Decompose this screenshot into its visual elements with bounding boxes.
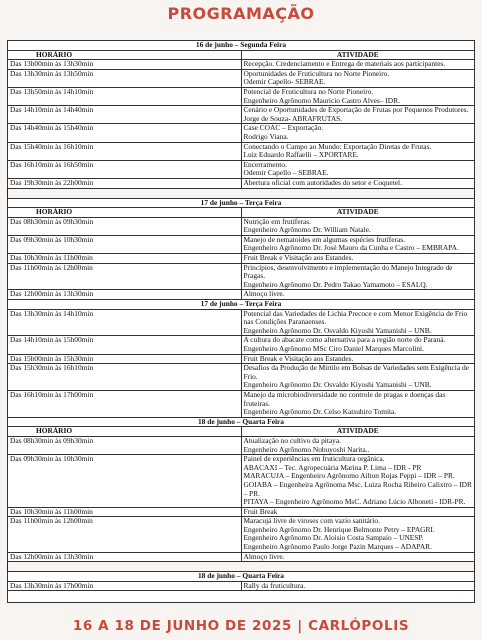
section-gap (8, 188, 475, 198)
day-heading: 16 de junho – Segunda Feira (8, 41, 475, 51)
schedule-sheet (7, 40, 475, 603)
time-column-header: HORÁRIO (8, 427, 242, 437)
time-slot: Das 09h30min às 10h30min (8, 235, 242, 253)
day-heading: 18 de junho – Quarta Feira (8, 572, 475, 582)
activity-line: Recepção. Credenciamento e Entrega de materiais aos participantes. (243, 59, 446, 69)
activity-cell (241, 178, 475, 188)
activity-cell (241, 106, 475, 124)
activity-cell (241, 336, 475, 354)
activity-line: Odemir Capello – SEBRAE. (243, 168, 329, 178)
schedule-row (8, 455, 475, 508)
time-slot: Das 12h00min às 13h30min (8, 290, 242, 300)
time-slot: Das 15h40min às 16h10min (8, 142, 242, 160)
activity-cell (241, 455, 475, 508)
time-slot: Das 15h30min às 16h10min (8, 364, 242, 391)
activity-line: Engenheiro Agrônomo Dr. Pedro Takao Yamamoto – ESALQ. (243, 279, 428, 289)
activity-line: Jorge de Souza- ABRAFRUTAS. (243, 113, 343, 123)
activity-line: Fruit Break e Visitação aos Estandes. (243, 353, 354, 363)
activity-cell (241, 217, 475, 235)
time-slot: Das 10h30min às 11h00min (8, 254, 242, 264)
activity-cell (241, 364, 475, 391)
activity-line: PITAYA – Engenheiro Agrônomo MsC. Adriano Lúcio Alboneti - IDR-PR. (243, 497, 466, 507)
activity-line: Atualização no cultivo da pitaya. (243, 435, 341, 445)
activity-cell (241, 160, 475, 178)
time-slot: Das 16h10min às 16h50min (8, 160, 242, 178)
time-slot: Das 08h30min às 09h30min (8, 217, 242, 235)
schedule-row (8, 581, 475, 591)
day-heading-row (8, 300, 475, 310)
time-slot: Das 19h30min às 22h00min (8, 178, 242, 188)
time-slot: Das 13h00min às 13h30min (8, 60, 242, 70)
activity-line: Engenheiro Agrônomo Dr. Henrique Belmonte Petry – EPAGRI. (243, 524, 435, 534)
time-slot: Das 13h30min às 13h50min (8, 69, 242, 87)
activity-cell (241, 87, 475, 105)
activity-line: ABACAXI – Tec. Agropecuária Marina P. Lima – IDR - PR (243, 462, 422, 472)
activity-cell (241, 436, 475, 454)
time-slot: Das 14h10min às 14h40min (8, 106, 242, 124)
day-heading: 17 de junho – Terça Feira (8, 198, 475, 208)
schedule-row (8, 436, 475, 454)
activity-line: Engenheiro Agrônomo Mauricio Castro Alves– IDR. (243, 95, 400, 105)
schedule-row (8, 309, 475, 336)
activity-line: Engenheiro Agrônomo Dr. Osvaldo Kiyoshi Yamanishi – UNB. (243, 325, 432, 335)
schedule-row (8, 60, 475, 70)
time-slot: Das 13h30min às 17h00min (8, 581, 242, 591)
activity-column-header: ATIVIDADE (241, 208, 475, 218)
activity-column-header: ATIVIDADE (241, 427, 475, 437)
activity-cell (241, 263, 475, 290)
activity-column-header: ATIVIDADE (241, 50, 475, 60)
time-slot: Das 11h00min às 12h00min (8, 263, 242, 290)
activity-cell (241, 517, 475, 552)
activity-line: Odemir Capello- SEBRAE. (243, 77, 326, 87)
activity-cell (241, 235, 475, 253)
gap-cell (8, 188, 475, 198)
activity-line: Engenheiro Agrônomo Dr. Celso Katsuhiro Tomita. (243, 407, 397, 417)
day-heading: 17 de junho – Terça Feira (8, 300, 475, 310)
column-header-row (8, 208, 475, 218)
activity-line: A cultura do abacate como alternativa para a região norte do Paraná. (243, 335, 446, 345)
activity-cell (241, 69, 475, 87)
activity-line: Cenário e Oportunidades de Exportação de Frutas por Pequenos Produtores. (243, 105, 469, 115)
activity-line: Fruit Break (243, 506, 278, 516)
event-dates-footer: 16 A 18 DE JUNHO DE 2025 | CARLÓPOLIS (72, 618, 410, 634)
activity-line: Case COAC – Exportação. (243, 123, 324, 133)
activity-line: Engenheiro Agrônomo Paulo Jorge Pazin Marques – ADAPAR. (243, 542, 432, 552)
gap-cell (8, 562, 475, 572)
activity-line: Engenheiro Agrônomo Dr. Osvaldo Kiyoshi Yamanishi – UNB. (243, 380, 432, 390)
activity-line: Luiz Eduardo Raffaelli – XPORTARE. (243, 150, 359, 160)
section-gap (8, 562, 475, 572)
page-title: PROGRAMAÇÃO (167, 4, 315, 23)
activity-line: Abertura oficial com autoridades do setor e Coquetel. (243, 177, 402, 187)
time-slot: Das 14h40min às 15h40min (8, 124, 242, 142)
day-heading-row (8, 572, 475, 582)
schedule-row (8, 336, 475, 354)
activity-line: Conectando o Campo ao Mundo: Exportação Diretas de Frutas. (243, 141, 432, 151)
activity-line: Engenheiro Agrônomo Dr. William Natale. (243, 225, 371, 235)
activity-line: Encerramento. (243, 159, 287, 169)
time-slot: Das 10h30min às 11h00min (8, 507, 242, 517)
time-slot: Das 13h50min às 14h10min (8, 87, 242, 105)
schedule-row (8, 142, 475, 160)
activity-line: Manejo da microbiodiversidade no controle de pragas e doenças das fruteiras. (243, 389, 446, 408)
time-slot: Das 15h00min às 15h30min (8, 354, 242, 364)
schedule-row (8, 254, 475, 264)
schedule-row (8, 517, 475, 552)
schedule-row (8, 69, 475, 87)
activity-line: Engenheiro Agrônomo Nobuyoshi Narita.. (243, 444, 370, 454)
activity-cell (241, 390, 475, 417)
activity-line: Potencial das Variedades de Lichia Precoce e com Menor Exigência de Frio nas Condições Paranaenses. (243, 308, 468, 327)
day-heading-row (8, 198, 475, 208)
activity-line: Painel de experiências em fruticultura orgânica. (243, 454, 385, 464)
activity-cell (241, 124, 475, 142)
schedule-row (8, 106, 475, 124)
time-slot: Das 11h00min às 12h00min (8, 517, 242, 552)
activity-cell (241, 254, 475, 264)
activity-cell (241, 142, 475, 160)
schedule-row (8, 124, 475, 142)
time-slot: Das 09h30min às 10h30min (8, 455, 242, 508)
activity-line: Almoço livre. (243, 551, 285, 561)
activity-line: Engenheiro Agrônomo MSc Ciro Daniel Marques Marcolini. (243, 344, 424, 353)
schedule-row (8, 160, 475, 178)
activity-cell (241, 581, 475, 591)
activity-line: Oportunidades de Fruticultura no Norte Pioneiro. (243, 68, 390, 78)
schedule-row (8, 263, 475, 290)
time-slot: Das 14h10min às 15h00min (8, 336, 242, 354)
activity-line: Rodrigo Viana. (243, 131, 289, 141)
schedule-row (8, 364, 475, 391)
activity-line: Engenheiro Agrônomo Dr. Aloisio Costa Sampaio – UNESP. (243, 533, 424, 543)
activity-line: Desafios da Produção de Mirtilo em Bolsas de Variedades sem Exigência de Frio. (243, 363, 469, 381)
activity-line: Potencial de Fruticultura no Norte Pioneiro. (243, 86, 374, 96)
activity-line: Almoço livre. (243, 289, 285, 299)
activity-cell (241, 552, 475, 562)
activity-line: Rally da fruticultura. (243, 580, 306, 590)
day-heading-row (8, 417, 475, 427)
empty-cell (8, 591, 475, 603)
time-slot: Das 08h30min às 09h30min (8, 436, 242, 454)
schedule-row (8, 552, 475, 562)
time-slot: Das 16h10min às 17h00min (8, 390, 242, 417)
activity-line: MARACUJA – Engenheiro Agrônomo Ailton Rojas Peppi – IDR – PR. (243, 471, 455, 481)
time-column-header: HORÁRIO (8, 50, 242, 60)
activity-line: Engenheiro Agrônomo Dr. José Mauro da Cunha e Castro – EMBRAPA. (243, 243, 459, 253)
schedule-row (8, 178, 475, 188)
schedule-row (8, 217, 475, 235)
time-column-header: HORÁRIO (8, 208, 242, 218)
activity-line: Manejo de nematoides em algumas espécies frutíferas. (243, 234, 406, 244)
empty-row (8, 591, 475, 603)
activity-line: GOIABA – Engenheira Agrônoma Msc. Luiza Rocha Ribeiro Calixtro – IDR – PR. (243, 479, 472, 498)
schedule-table (7, 40, 475, 603)
activity-cell (241, 309, 475, 336)
activity-line: Maracujá livre de viroses com vazio sanitário. (243, 516, 380, 526)
time-slot: Das 12h00min às 13h30min (8, 552, 242, 562)
activity-line: Nutrição em frutíferas. (243, 216, 312, 226)
activity-line: Princípios, desenvolvimento e implementação do Manejo Integrado de Pragas. (243, 262, 453, 281)
schedule-row (8, 390, 475, 417)
activity-cell (241, 60, 475, 70)
schedule-row (8, 87, 475, 105)
activity-line: Fruit Break e Visitação aos Estandes. (243, 253, 354, 263)
column-header-row (8, 427, 475, 437)
day-heading-row (8, 41, 475, 51)
day-heading: 18 de junho – Quarta Feira (8, 417, 475, 427)
time-slot: Das 13h30min às 14h10min (8, 309, 242, 336)
schedule-row (8, 235, 475, 253)
